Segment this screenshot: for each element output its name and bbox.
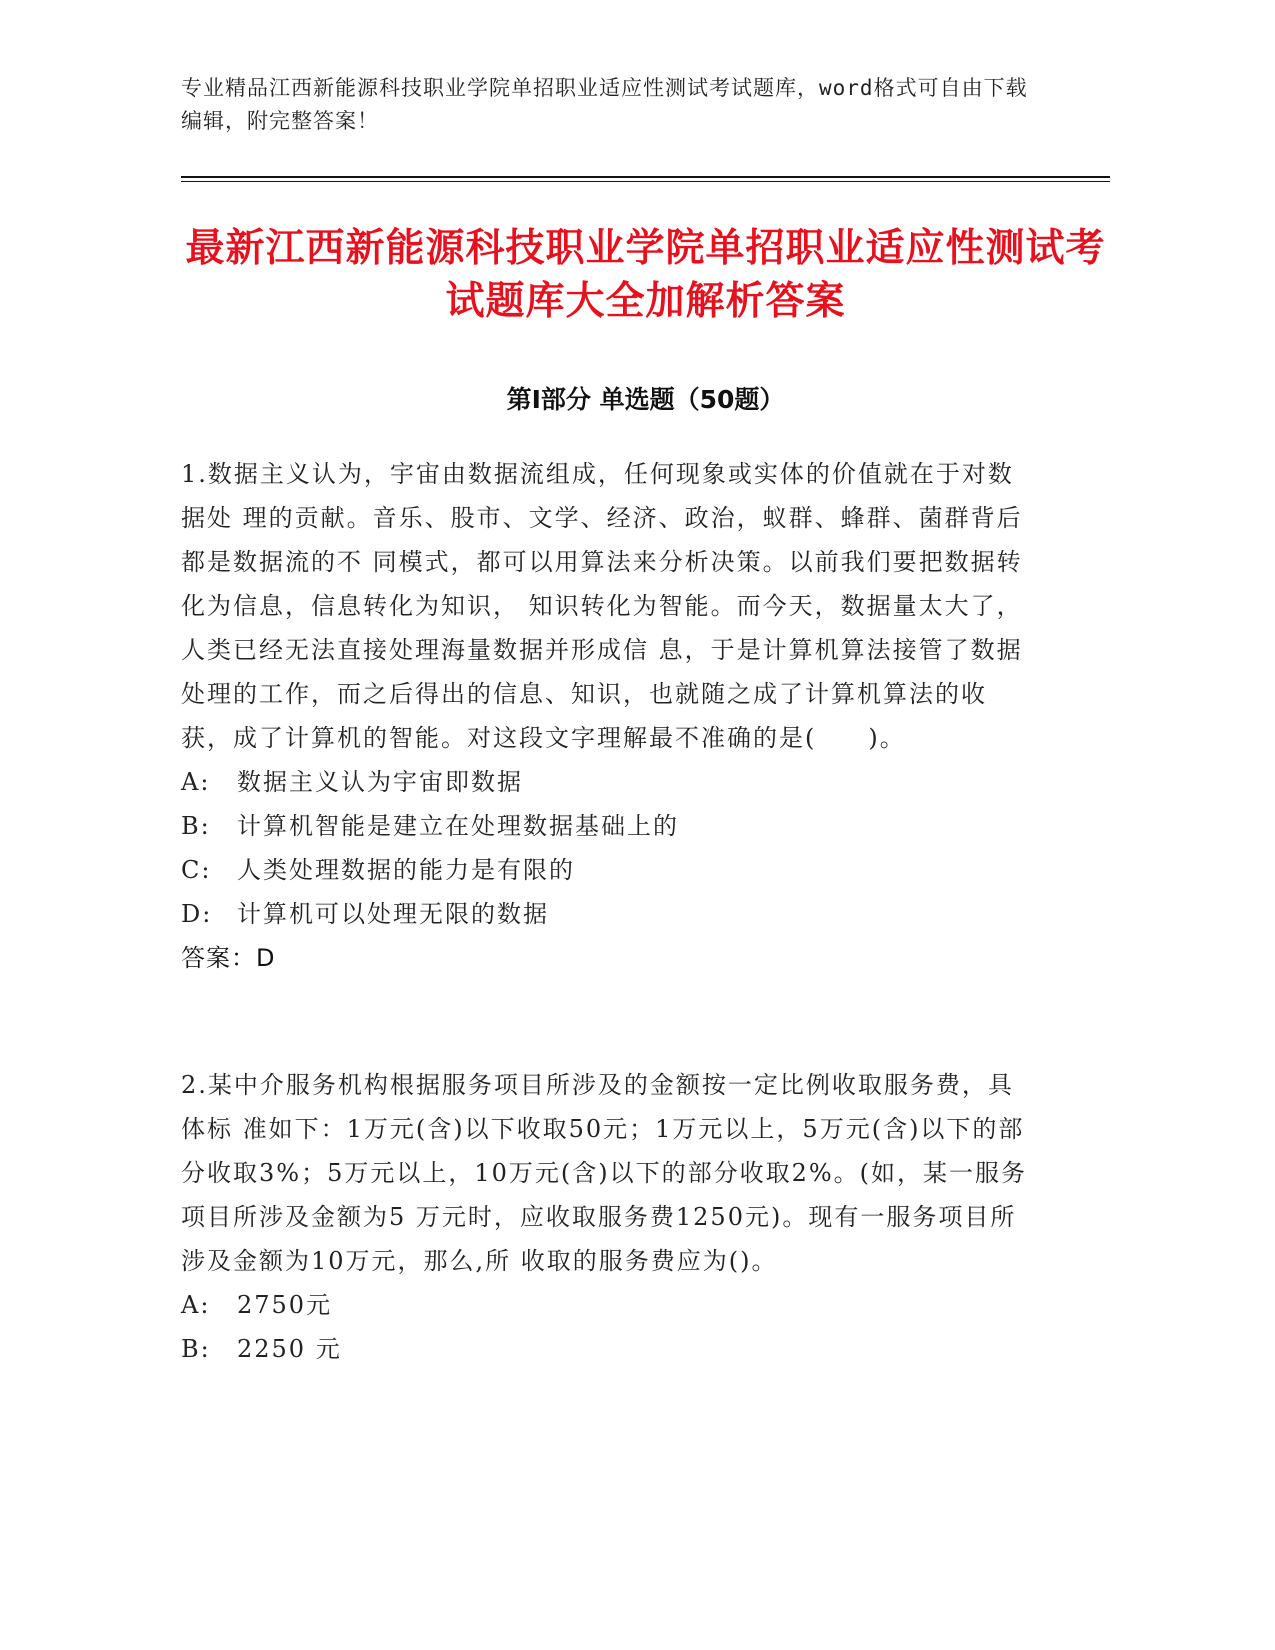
- option-letter: C:: [181, 856, 212, 884]
- option-b: [181, 1327, 1031, 1371]
- option-text: 2750元: [237, 1291, 333, 1319]
- question-1: [181, 452, 1031, 980]
- option-a: [181, 1283, 1031, 1327]
- option-text: 计算机可以处理无限的数据: [237, 900, 549, 928]
- option-a: [181, 760, 1031, 804]
- option-d: [181, 892, 1031, 936]
- section-heading: 第Ⅰ部分 单选题（50题）: [506, 385, 785, 414]
- option-letter: D:: [181, 900, 213, 928]
- option-text: 人类处理数据的能力是有限的: [237, 856, 575, 884]
- option-c: [181, 848, 1031, 892]
- option-b: [181, 804, 1031, 848]
- question-2: [181, 1063, 1031, 1371]
- question-stem: 1.数据主义认为，宇宙由数据流组成，任何现象或实体的价值就在于对数据处 理的贡献。音乐、股市、文学、经济、政治，蚁群、蜂群、菌群背后都是数据流的不 同模式，都可以用算法来分析决策。以前我们要把数据转化为信息，信息转化为知识， 知识转化为智能。而今天，数据量太大了，人类已经无法直接处理海量数据并形成信 息，于是计算机算法接管了数据处理的工作，而之后得出的信息、知识，也就随之成了计算机算法的收获，成了计算机的智能。对这段文字理解最不准确的是( )。: [181, 460, 1023, 752]
- option-letter: B:: [181, 1335, 211, 1363]
- header-rule-thin: [181, 181, 1110, 182]
- option-text: 数据主义认为宇宙即数据: [237, 768, 523, 796]
- header-note: 专业精品江西新能源科技职业学院单招职业适应性测试考试题库，word格式可自由下载编辑，附完整答案！: [181, 76, 1028, 133]
- question-stem: 2.某中介服务机构根据服务项目所涉及的金额按一定比例收取服务费，具体标 准如下：1万元(含)以下收取50元；1万元以上，5万元(含)以下的部分收取3%；5万元以上，10万元(含)以下的部分收取2%。(如，某一服务项目所涉及金额为5 万元时，应收取服务费1250元)。现有一服务项目所涉及金额为10万元，那么,所 收取的服务费应为()。: [181, 1071, 1028, 1275]
- option-letter: A:: [181, 1291, 211, 1319]
- option-letter: A:: [181, 768, 211, 796]
- header-rule-thick: [181, 176, 1110, 178]
- answer-line: 答案：D: [181, 944, 276, 972]
- option-letter: B:: [181, 812, 211, 840]
- option-text: 2250 元: [237, 1335, 342, 1363]
- document-title: 最新江西新能源科技职业学院单招职业适应性测试考试题库大全加解析答案: [185, 226, 1106, 324]
- option-text: 计算机智能是建立在处理数据基础上的: [237, 812, 679, 840]
